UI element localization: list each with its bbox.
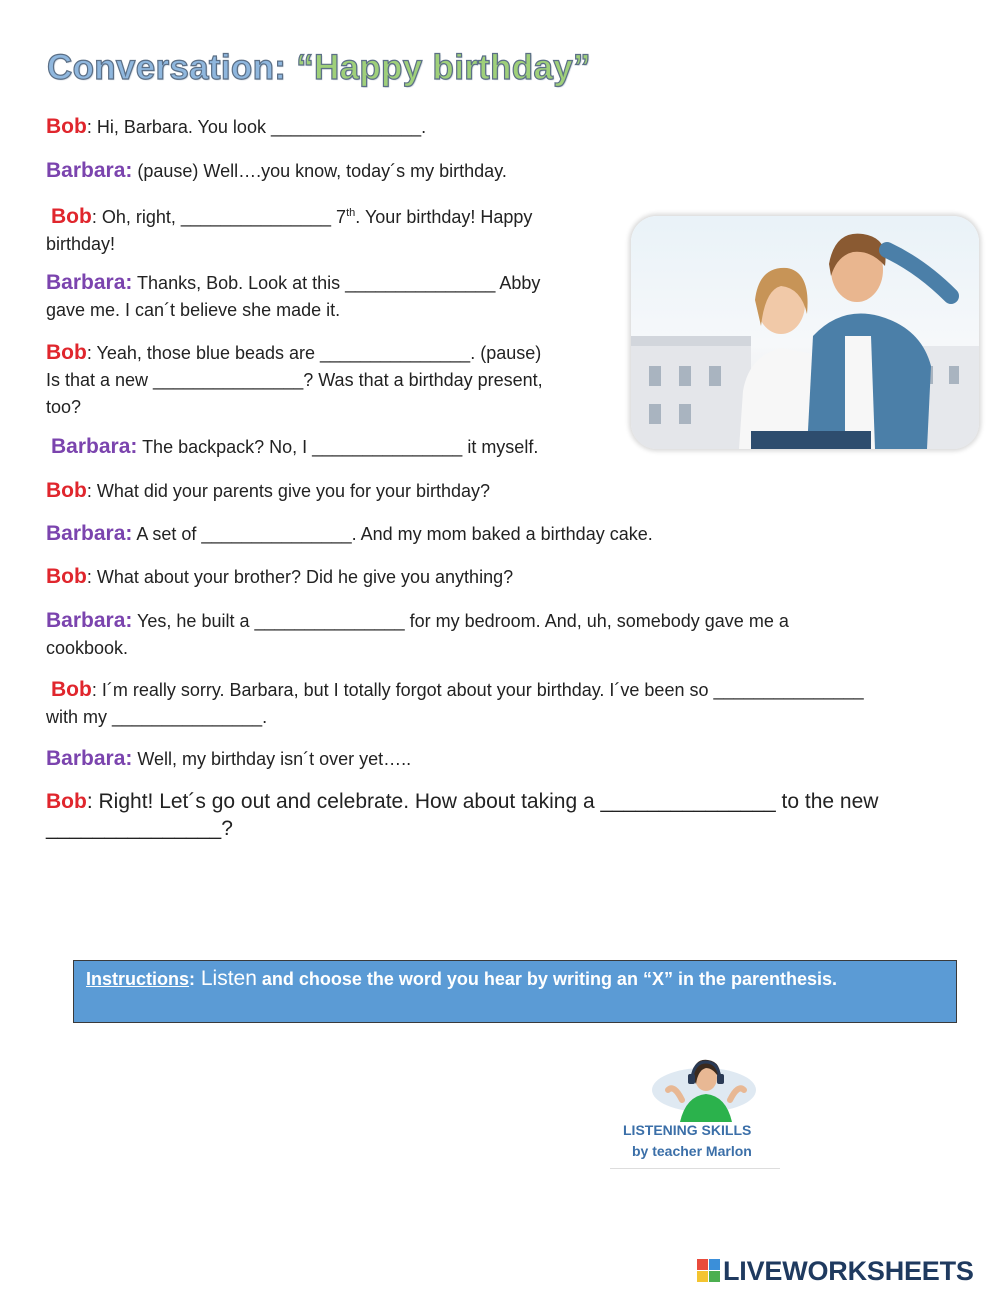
dialogue-text: Oh, right, _______________ 7 xyxy=(96,207,347,227)
dialogue-text: gave me. I can´t believe she made it. xyxy=(46,300,341,320)
dialogue-text: What did your parents give you for your birthday? xyxy=(91,481,491,501)
instructions-box xyxy=(73,960,957,1023)
speaker-bob: Bob xyxy=(46,341,87,364)
title-part-happy-birthday: “Happy birthday” xyxy=(296,48,591,87)
dialogue-text: Hi, Barbara. You look _______________. xyxy=(91,117,427,137)
speaker-barbara: Barbara: xyxy=(46,609,133,632)
girl-headphones-icon xyxy=(610,1050,780,1122)
dialogue-line xyxy=(46,788,966,842)
dialogue-line xyxy=(46,269,606,324)
dialogue-line xyxy=(46,433,538,461)
dialogue-line xyxy=(46,520,653,548)
worksheet-title xyxy=(47,48,591,88)
liveworksheets-brand-text: LIVEWORKSHEETS xyxy=(723,1256,974,1286)
speaker-bob: Bob xyxy=(46,790,87,813)
dialogue-line xyxy=(46,113,426,141)
dialogue-line xyxy=(46,563,513,591)
speaker-barbara: Barbara: xyxy=(51,435,138,458)
dialogue-text: The backpack? No, I _______________ it myself. xyxy=(137,437,539,457)
speaker-bob: Bob xyxy=(51,678,92,701)
dialogue-text: Is that a new _______________? Was that a birthday present, xyxy=(46,370,543,390)
speaker-separator: : xyxy=(86,790,93,813)
instructions-listen: Listen xyxy=(195,967,257,990)
instructions-colon: : xyxy=(189,969,196,989)
dialogue-text: A set of _______________. And my mom baked a birthday cake. xyxy=(132,524,653,544)
dialogue-text: too? xyxy=(46,397,82,417)
dialogue-text: I´m really sorry. Barbara, but I totally forgot about your birthday. I´ve been so _______________ xyxy=(96,680,864,700)
dialogue-line xyxy=(46,745,411,773)
speaker-bob: Bob xyxy=(51,205,92,228)
dialogue-text: Right! Let´s go out and celebrate. How about taking a _______________ to the new xyxy=(92,790,879,813)
instructions-label: Instructions xyxy=(86,969,190,989)
dialogue-line xyxy=(46,477,490,505)
dialogue-text: with my _______________. xyxy=(46,707,268,727)
dialogue-text: _______________? xyxy=(46,817,233,840)
speaker-bob: Bob xyxy=(46,565,87,588)
dialogue-text: Thanks, Bob. Look at this _______________ Abby xyxy=(132,273,541,293)
dialogue-text: . Your birthday! Happy xyxy=(355,207,533,227)
speaker-bob: Bob xyxy=(46,115,87,138)
instructions-text: and choose the word you hear by writing an “X” in the parenthesis. xyxy=(256,969,837,989)
dialogue-line xyxy=(46,607,789,662)
couple-photo xyxy=(631,216,979,449)
dialogue-text: Yes, he built a _______________ for my bedroom. And, uh, somebody gave me a xyxy=(132,611,789,631)
dialogue-text: Well, my birthday isn´t over yet….. xyxy=(132,749,412,769)
speaker-separator: : xyxy=(91,680,97,700)
speaker-bob: Bob xyxy=(46,479,87,502)
dialogue-text: (pause) Well….you know, today´s my birthday. xyxy=(132,161,507,181)
speaker-separator: : xyxy=(91,207,97,227)
speaker-barbara: Barbara: xyxy=(46,747,133,770)
dialogue-line xyxy=(46,676,864,731)
badge-title: LISTENING SKILLS xyxy=(623,1122,752,1138)
title-part-conversation: Conversation: xyxy=(47,48,297,87)
speaker-separator: : xyxy=(86,343,92,363)
liveworksheets-blocks-icon xyxy=(697,1257,721,1285)
speaker-separator: : xyxy=(86,567,92,587)
speaker-separator: : xyxy=(86,117,92,137)
liveworksheets-logo xyxy=(697,1256,974,1286)
speaker-separator: : xyxy=(86,481,92,501)
speaker-barbara: Barbara: xyxy=(46,271,133,294)
dialogue-line xyxy=(46,339,606,421)
speaker-barbara: Barbara: xyxy=(46,159,133,182)
dialogue-line xyxy=(46,157,507,185)
dialogue-text: birthday! xyxy=(46,234,116,254)
speaker-barbara: Barbara: xyxy=(46,522,133,545)
badge-subtitle: by teacher Marlon xyxy=(632,1143,752,1159)
dialogue-text: Yeah, those blue beads are _______________. (pause) xyxy=(91,343,542,363)
couple-illustration xyxy=(631,216,979,449)
dialogue-line xyxy=(46,200,606,258)
dialogue-text: What about your brother? Did he give you anything? xyxy=(91,567,514,587)
dialogue-text: cookbook. xyxy=(46,638,129,658)
listening-skills-badge xyxy=(610,1050,780,1169)
ordinal-suffix: th xyxy=(346,207,356,219)
